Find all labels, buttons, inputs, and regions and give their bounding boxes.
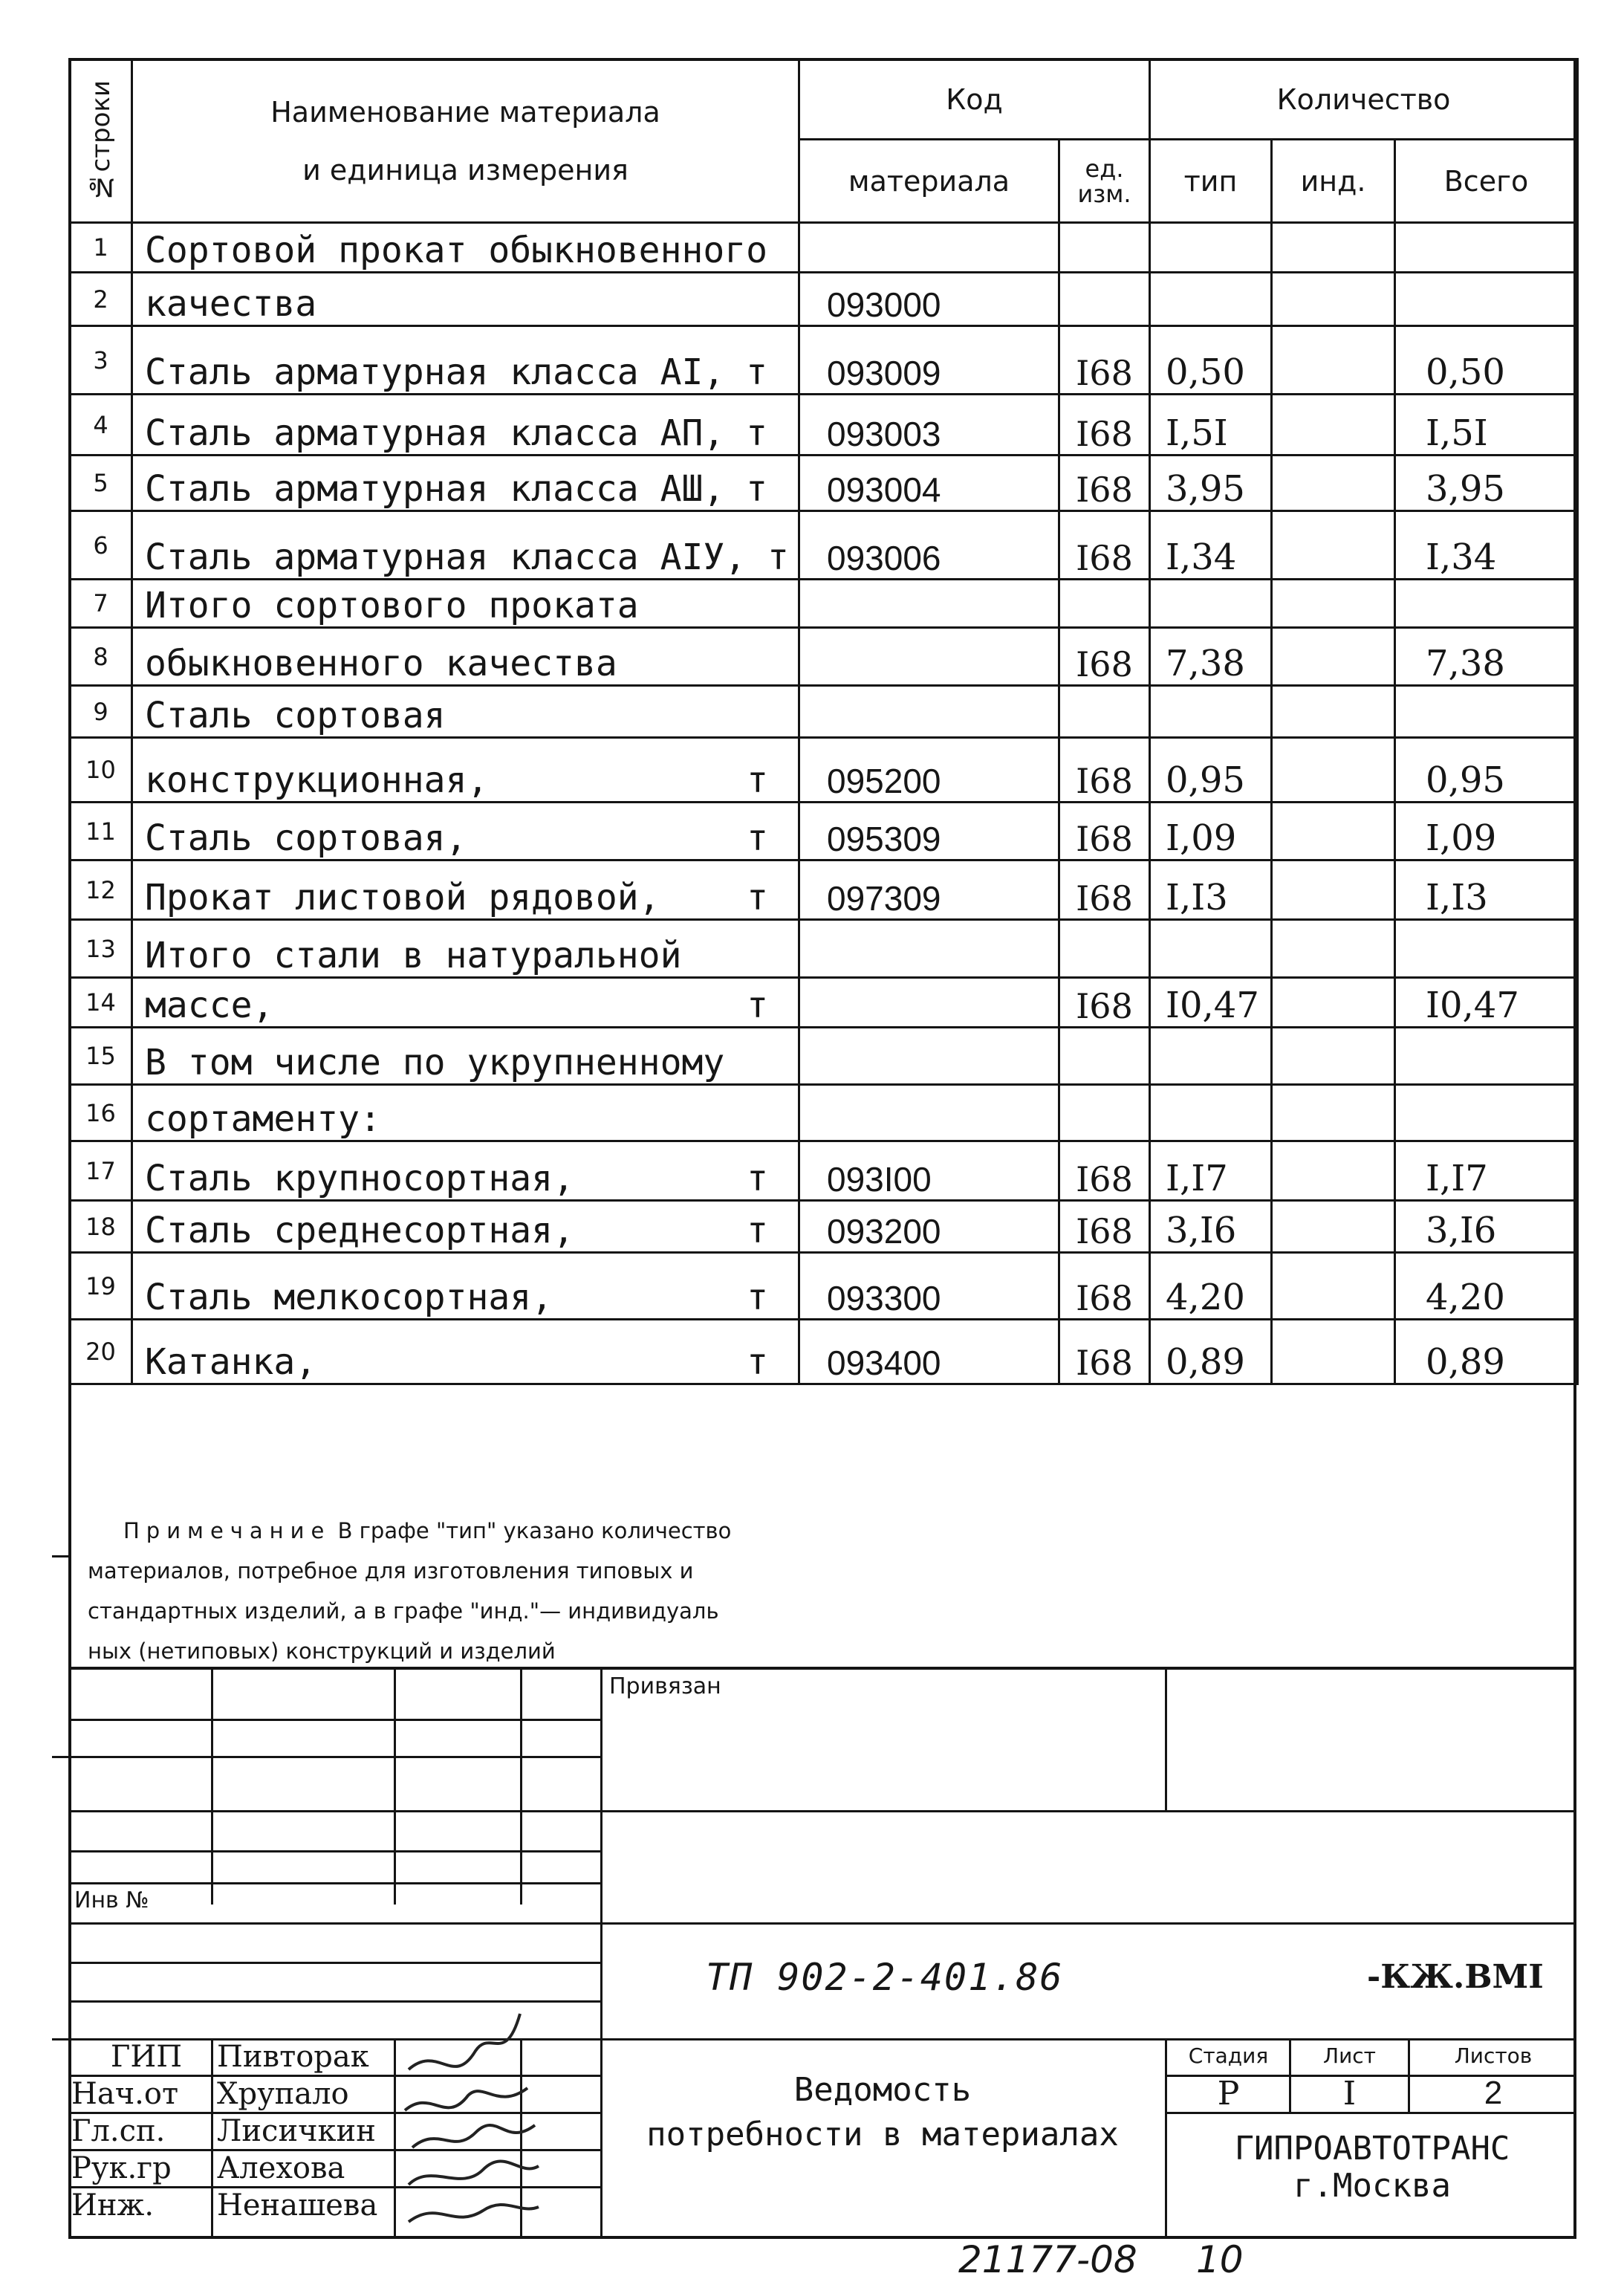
table-row [70,1253,1578,1320]
quantity-typ [1150,223,1272,273]
quantity-total [1395,1028,1578,1085]
quantity-total: I,5I [1395,395,1578,456]
material-name [132,920,799,978]
quantity-ind [1272,860,1395,920]
sheets-value: 2 [1484,2075,1503,2111]
quantity-ind [1272,1085,1395,1141]
margin-tick [52,2038,68,2040]
margin-tick [52,1756,68,1758]
note-line-4: ных (нетиповых) конструкций и изделий [88,1638,556,1664]
table-row [70,1085,1578,1141]
row-number: 7 [70,580,132,628]
row-number: 17 [70,1141,132,1201]
left-col-line [520,1667,522,1905]
quantity-typ [1150,920,1272,978]
row-number: 18 [70,1201,132,1253]
quantity-typ: I,09 [1150,803,1272,860]
code-bottom-line [600,2038,1576,2040]
quantity-typ: I,5I [1150,395,1272,456]
quantity-typ [1150,580,1272,628]
left-row-line [68,1962,600,1964]
material-code: 097309 [799,860,1059,920]
unit-code [1059,686,1150,738]
privyazan-label: Привязан [609,1673,721,1699]
row-number: 10 [70,738,132,803]
material-name-text: Сталь арматурная класса AШ, т [145,468,768,510]
row-number: 5 [70,456,132,511]
unit-code: I68 [1059,803,1150,860]
table-row [70,628,1578,686]
material-name [132,1201,799,1253]
material-name [132,273,799,326]
material-code: 093006 [799,511,1059,580]
table-row [70,738,1578,803]
quantity-typ: I,34 [1150,511,1272,580]
quantity-total: 4,20 [1395,1253,1578,1320]
quantity-ind [1272,511,1395,580]
quantity-typ [1150,686,1272,738]
stage-label: Стадия [1188,2043,1269,2068]
quantity-ind [1272,1141,1395,1201]
handwritten-signatures [394,1999,542,2244]
material-code [799,686,1059,738]
document-title-line-1: Ведомость [793,2071,972,2109]
material-code: 093009 [799,326,1059,395]
inventory-number-label: Инв № [74,1887,149,1913]
material-name [132,1141,799,1201]
margin-tick [52,1555,68,1557]
material-code [799,978,1059,1028]
quantity-typ: 0,50 [1150,326,1272,395]
signature-role: Рук.гр [71,2151,172,2185]
material-name-text: Сталь арматурная класса AI, т [145,351,768,393]
document-code: ТП 902-2-401.86 [706,1956,1064,1999]
table-row [70,223,1578,273]
note-line-1: В графе "тип" указано количество [337,1518,732,1543]
material-name [132,326,799,395]
privyazan-divider [1165,1667,1167,1810]
row-number: 1 [70,223,132,273]
quantity-typ [1150,1085,1272,1141]
material-code [799,1085,1059,1141]
row-number: 12 [70,860,132,920]
quantity-ind [1272,395,1395,456]
quantity-ind [1272,273,1395,326]
quantity-total: I,09 [1395,803,1578,860]
material-name-text: обыкновенного качества [145,643,617,684]
quantity-total: 0,89 [1395,1320,1578,1384]
quantity-total [1395,223,1578,273]
material-code [799,1028,1059,1085]
quantity-typ: I0,47 [1150,978,1272,1028]
unit-code: I68 [1059,628,1150,686]
typ-header: тип [1150,140,1272,223]
quantity-ind [1272,1253,1395,1320]
material-unit: т [747,985,768,1026]
unit-code: I68 [1059,1253,1150,1320]
material-name [132,738,799,803]
material-name-text: Сортовой прокат обыкновенного [145,230,768,271]
quantity-header: Количество [1150,59,1578,140]
material-code [799,223,1059,273]
quantity-ind [1272,326,1395,395]
document-code-suffix: -КЖ.ВМI [1367,1958,1544,1996]
unit-code: I68 [1059,395,1150,456]
quantity-typ: 0,89 [1150,1320,1272,1384]
signature-name: Алехова [217,2151,345,2185]
material-code: 095200 [799,738,1059,803]
material-name-text: массе, [145,985,274,1026]
table-row [70,273,1578,326]
material-code [799,628,1059,686]
material-code: 093I00 [799,1141,1059,1201]
note-line-2: материалов, потребное для изготовления типовых и [88,1558,694,1584]
quantity-ind [1272,456,1395,511]
quantity-total [1395,686,1578,738]
unit-code: I68 [1059,860,1150,920]
quantity-ind [1272,1028,1395,1085]
quantity-total: I,34 [1395,511,1578,580]
unit-code [1059,273,1150,326]
material-name [132,803,799,860]
material-name-text: В том числе по укрупненному [145,1042,725,1083]
quantity-typ [1150,273,1272,326]
table-row [70,511,1578,580]
material-name [132,511,799,580]
material-name-text: Сталь сортовая [145,695,446,736]
material-name [132,978,799,1028]
quantity-total: I,I3 [1395,860,1578,920]
material-name [132,1085,799,1141]
unit-code: I68 [1059,1320,1150,1384]
quantity-total [1395,580,1578,628]
table-row [70,580,1578,628]
left-col-line [211,2038,213,2239]
quantity-ind [1272,1201,1395,1253]
quantity-total: 0,95 [1395,738,1578,803]
material-name [132,580,799,628]
row-number: 3 [70,326,132,395]
material-code: 093004 [799,456,1059,511]
material-name-text: Итого сортового проката [145,585,639,626]
material-name [132,1028,799,1085]
table-row [70,1028,1578,1085]
document-title-line-2: потребности в материалах [646,2116,1119,2153]
unit-code: I68 [1059,1141,1150,1201]
page-number: 10 [1196,2238,1244,2281]
row-number: 9 [70,686,132,738]
row-number: 16 [70,1085,132,1141]
quantity-ind [1272,223,1395,273]
unit-code: I68 [1059,511,1150,580]
material-name-text: Итого стали в натуральной [145,935,682,976]
signature-role: Нач.от [71,2077,179,2111]
row-number: 20 [70,1320,132,1384]
quantity-total [1395,273,1578,326]
quantity-total: 3,I6 [1395,1201,1578,1253]
quantity-total [1395,920,1578,978]
quantity-typ: 3,95 [1150,456,1272,511]
table-row [70,1141,1578,1201]
unit-code: I68 [1059,456,1150,511]
quantity-ind [1272,1320,1395,1384]
signature-name: Лисичкин [217,2114,376,2148]
privyazan-bottom-line [600,1810,1576,1812]
unit-code [1059,1028,1150,1085]
material-name [132,1320,799,1384]
row-number: 15 [70,1028,132,1085]
table-row [70,803,1578,860]
unit-code: I68 [1059,1201,1150,1253]
material-name-text: Катанка, [145,1341,317,1383]
material-name-text: Прокат листовой рядовой, [145,877,660,918]
total-header: Всего [1395,140,1578,223]
material-code: 093000 [799,273,1059,326]
quantity-ind [1272,738,1395,803]
material-name-text: Сталь арматурная класса AIУ, т [145,537,789,578]
row-number: 8 [70,628,132,686]
row-number: 13 [70,920,132,978]
quantity-total: 7,38 [1395,628,1578,686]
material-unit: т [747,877,768,918]
sheets-label: Листов [1454,2043,1533,2068]
unit-header: ед. изм. [1059,140,1150,223]
code-header: Код [799,59,1150,140]
material-name [132,456,799,511]
unit-code [1059,223,1150,273]
material-unit: т [747,1158,768,1199]
quantity-typ: I,I7 [1150,1141,1272,1201]
material-name-text: Сталь крупносортная, [145,1158,574,1199]
material-unit: т [747,1210,768,1251]
material-code-header: материала [799,140,1059,223]
material-name [132,1253,799,1320]
row-number: 4 [70,395,132,456]
unit-code: I68 [1059,738,1150,803]
table-row [70,686,1578,738]
table-row [70,326,1578,395]
material-code: 093003 [799,395,1059,456]
material-code [799,580,1059,628]
unit-code [1059,920,1150,978]
material-unit: т [747,759,768,801]
table-row [70,395,1578,456]
ind-header: инд. [1272,140,1395,223]
sheet-label: Лист [1323,2043,1376,2068]
material-name [132,223,799,273]
material-name-text: сортаменту: [145,1098,381,1140]
quantity-typ: 4,20 [1150,1253,1272,1320]
material-code: 093400 [799,1320,1059,1384]
unit-code [1059,1085,1150,1141]
quantity-ind [1272,686,1395,738]
signature-name: Хрупало [217,2077,349,2111]
row-number: 19 [70,1253,132,1320]
left-col-line [211,1667,213,1905]
signature-role: Гл.сп. [71,2114,166,2148]
material-name [132,860,799,920]
unit-code [1059,580,1150,628]
quantity-typ: 0,95 [1150,738,1272,803]
unit-code: I68 [1059,326,1150,395]
material-code: 093300 [799,1253,1059,1320]
code-top-line [600,1922,1576,1925]
materials-table [68,58,1579,1385]
row-number: 2 [70,273,132,326]
row-number-header: №строки [70,59,132,223]
material-unit: т [747,1277,768,1318]
quantity-typ [1150,1028,1272,1085]
quantity-total: 3,95 [1395,456,1578,511]
quantity-ind [1272,628,1395,686]
row-number: 14 [70,978,132,1028]
material-name-text: качества [145,283,317,325]
archive-number: 21177-08 [958,2238,1137,2281]
row-number: 11 [70,803,132,860]
material-name-text: Сталь арматурная класса AП, т [145,412,768,454]
material-name-text: Сталь сортовая, [145,817,467,859]
signature-role: ГИП [110,2040,183,2074]
table-row [70,860,1578,920]
material-name-text: Сталь среднесортная, [145,1210,574,1251]
quantity-typ: I,I3 [1150,860,1272,920]
signature-name: Ненашева [217,2188,378,2223]
organization-name: ГИПРОАВТОТРАНС [1234,2130,1510,2168]
left-row-line [68,1922,600,1925]
quantity-ind [1272,803,1395,860]
material-name [132,686,799,738]
quantity-total: I0,47 [1395,978,1578,1028]
quantity-total: I,I7 [1395,1141,1578,1201]
row-number: 6 [70,511,132,580]
table-row [70,1201,1578,1253]
note-line-3: стандартных изделий, а в графе "инд."— индивидуаль [88,1598,719,1624]
signature-role: Инж. [71,2188,155,2223]
organization-city: г.Москва [1293,2167,1451,2205]
material-name [132,628,799,686]
material-code [799,920,1059,978]
note-block [88,1511,1053,1671]
table-row [70,978,1578,1028]
material-name-text: конструкционная, [145,759,489,801]
quantity-ind [1272,978,1395,1028]
material-code: 095309 [799,803,1059,860]
material-name [132,395,799,456]
signature-name: Пивторак [217,2040,369,2074]
material-unit: т [747,1341,768,1383]
quantity-typ: 7,38 [1150,628,1272,686]
name-header: Наименование материала и единица измерения [132,59,799,223]
quantity-total [1395,1085,1578,1141]
material-name-text: Сталь мелкосортная, [145,1277,553,1318]
material-unit: т [747,817,768,859]
quantity-typ: 3,I6 [1150,1201,1272,1253]
unit-code: I68 [1059,978,1150,1028]
quantity-ind [1272,920,1395,978]
stage-divider [1165,2038,1167,2239]
material-code: 093200 [799,1201,1059,1253]
quantity-ind [1272,580,1395,628]
stage-value: Р [1217,2075,1240,2113]
quantity-total: 0,50 [1395,326,1578,395]
note-title: Примечание [123,1518,331,1543]
title-block-top-line [68,1667,1576,1670]
left-col-line [394,1667,396,1905]
sheet-value: I [1342,2075,1357,2113]
table-row [70,1320,1578,1384]
table-row [70,456,1578,511]
table-row [70,920,1578,978]
